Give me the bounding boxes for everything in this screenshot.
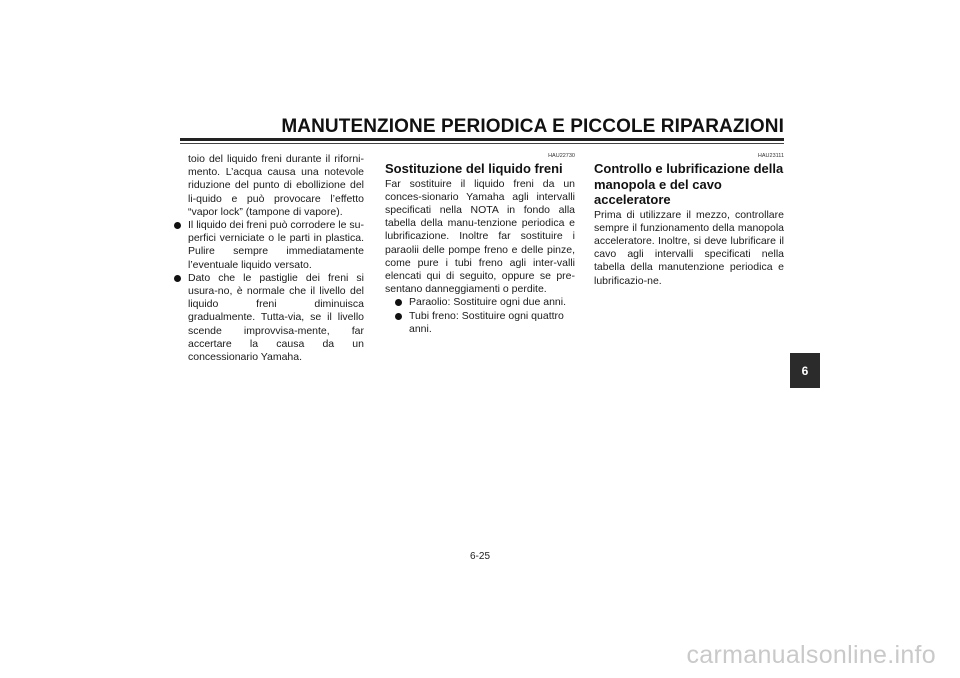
page-number: 6-25 xyxy=(469,551,490,562)
chapter-tab xyxy=(790,353,820,388)
header-rule-thin xyxy=(180,143,784,144)
page-title: MANUTENZIONE PERIODICA E PICCOLE RIPARAZIONI xyxy=(281,116,784,137)
bullet-text: Il liquido dei freni può corrodere le su-perfici verniciate o le parti in plastica. Pulire sempre immediatamente l’eventuale liquido versato. xyxy=(188,219,364,271)
bullet-item xyxy=(385,310,575,336)
header-rule-thick xyxy=(180,138,784,141)
bullet-dot-icon xyxy=(395,299,402,306)
continuation-text: toio del liquido freni durante il riforni-mento. L’acqua causa una notevole riduzione del punto di ebollizione del li-quido e può provocare l’effetto “vapor lock” (tampone di vapore). xyxy=(188,153,364,218)
column-3 xyxy=(594,153,784,288)
bullet-dot-icon xyxy=(174,275,181,282)
bullet-dot-icon xyxy=(174,222,181,229)
section-body: Prima di utilizzare il mezzo, controllare sempre il funzionamento della manopola acceleratore. Inoltre, si deve lubrificare il cavo agli intervalli specificati nella tabella della manutenzione periodica e lubrificazio-ne. xyxy=(594,208,784,287)
section-body: Far sostituire il liquido freni da un conces-sionario Yamaha agli intervalli specificati nella NOTA in fondo alla tabella della manu-tenzione periodica e lubrificazione. Inoltre far sostituire i paraolii delle pompe freno e delle pinze, come pure i tubi freno agli inter-valli elencati qui di seguito, oppure se pre-sentano danneggiamenti o perdite. xyxy=(385,177,575,296)
section-title-throttle: Controllo e lubrificazione della manopola e del cavo acceleratore xyxy=(594,161,784,207)
page-header xyxy=(180,116,784,138)
column-2 xyxy=(385,153,575,336)
bullet-item xyxy=(385,296,575,309)
chapter-tab-label: 6 xyxy=(801,363,809,378)
column-1 xyxy=(174,153,364,364)
watermark: carmanualsonline.info xyxy=(686,641,936,669)
bullet-item xyxy=(174,219,364,272)
section-code: HAU22730 xyxy=(548,153,575,159)
bullet-dot-icon xyxy=(395,313,402,320)
bullet-text: Tubi freno: Sostituire ogni quattro anni. xyxy=(409,309,564,335)
bullet-text: Paraolio: Sostituire ogni due anni. xyxy=(409,296,567,309)
section-title-brake-fluid: Sostituzione del liquido freni xyxy=(385,161,563,176)
bullet-item xyxy=(174,272,364,364)
section-code: HAU23111 xyxy=(757,153,784,159)
bullet-text: Dato che le pastiglie dei freni si usura-no, è normale che il livello del liquido freni diminuisca gradualmente. Tutta-via, se il livello scende improvvisa-mente, far accertare la causa da un concessionario Yamaha. xyxy=(188,271,364,364)
